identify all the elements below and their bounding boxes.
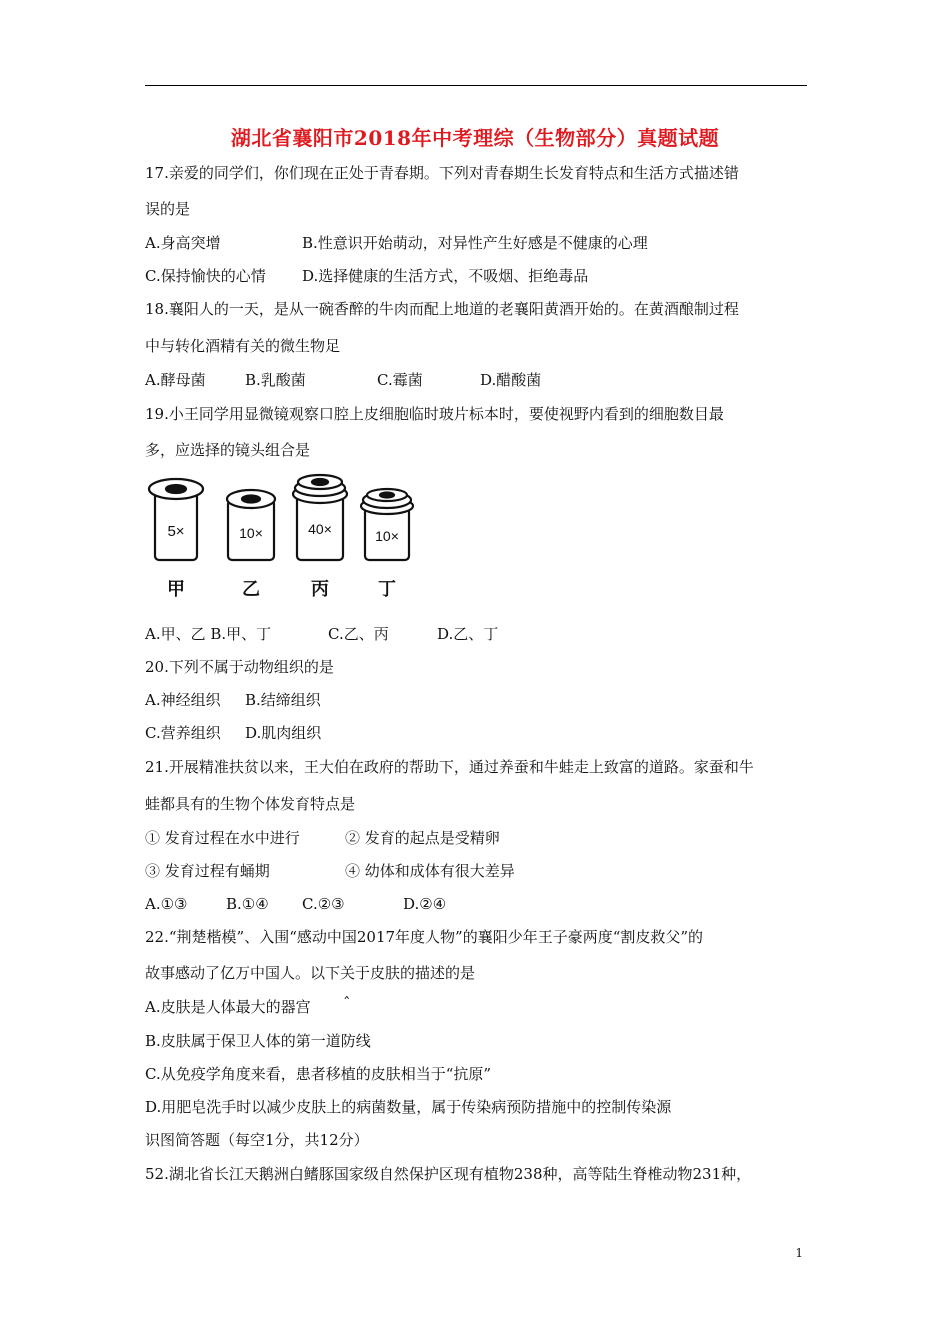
q20-stem: 20.下列不属于动物组织的是 — [145, 658, 334, 676]
q17-stem-line1: 17.亲爱的同学们，你们现在正处于青春期。下列对青春期生长发育特点和生活方式描述错 — [145, 164, 739, 182]
q21-statement-3: ③ 发育过程有蛹期 — [145, 862, 270, 880]
q18-stem-line1: 18.襄阳人的一天，是从一碗香醉的牛肉而配上地道的老襄阳黄酒开始的。在黄酒酿制过程 — [145, 300, 739, 318]
q22-option-c: C.从免疫学角度来看，患者移植的皮肤相当于“抗原” — [145, 1065, 492, 1083]
q20-option-c: C.营养组织 — [145, 724, 221, 742]
q22-stem-line2: 故事感动了亿万中国人。以下关于皮肤的描述的是 — [145, 964, 476, 982]
page-number: 1 — [795, 1246, 803, 1260]
q22-stem-line1: 22.“荆楚楷模”、入围“感动中国2017年度人物”的襄阳少年王子豪两度“割皮救父”的 — [145, 928, 704, 946]
lens-ding-mag: 10× — [375, 528, 399, 544]
q22-option-b: B.皮肤属于保卫人体的第一道防线 — [145, 1032, 371, 1050]
q21-option-b: B.①④ — [226, 895, 269, 913]
q21-stem-line1: 21.开展精准扶贫以来，王大伯在政府的帮助下，通过养蚕和牛蛙走上致富的道路。家蚕和牛 — [145, 758, 754, 776]
q17-stem-line2: 误的是 — [145, 200, 191, 218]
lens-yi-mag: 10× — [239, 525, 263, 541]
lens-ding-label: 丁 — [378, 579, 396, 600]
q17-option-d: D.选择健康的生活方式，不吸烟、拒绝毒品 — [302, 267, 589, 285]
lens-ding — [361, 489, 413, 600]
q21-statement-4: ④ 幼体和成体有很大差异 — [345, 862, 515, 880]
q19-option-ab: A.甲、乙 B.甲、丁 — [145, 625, 272, 643]
q19-option-d: D.乙、丁 — [437, 625, 499, 643]
lens-bing-mag: 40× — [308, 521, 332, 537]
q17-option-a: A.身高突增 — [145, 234, 221, 252]
q18-stem-line2: 中与转化酒精有关的微生物足 — [145, 337, 341, 355]
q21-option-d: D.②④ — [403, 895, 447, 913]
q18-option-b: B.乳酸菌 — [245, 371, 306, 389]
q22-stray-mark: ˆ — [343, 994, 351, 1012]
q22-option-d: D.用肥皂洗手时以减少皮肤上的病菌数量，属于传染病预防措施中的控制传染源 — [145, 1098, 672, 1116]
q19-stem-line1: 19.小王同学用显微镜观察口腔上皮细胞临时玻片标本时，要使视野内看到的细胞数目最 — [145, 405, 724, 423]
lens-jia-mag: 5× — [167, 523, 185, 540]
q20-option-d: D.肌肉组织 — [245, 724, 322, 742]
lens-jia — [149, 479, 203, 600]
q20-option-b: B.结缔组织 — [245, 691, 321, 709]
q17-option-c: C.保持愉快的心情 — [145, 267, 266, 285]
lens-bing — [293, 475, 347, 600]
q19-option-c: C.乙、丙 — [328, 625, 389, 643]
microscope-lens-figure — [142, 470, 422, 605]
q17-option-b: B.性意识开始萌动，对异性产生好感是不健康的心理 — [302, 234, 648, 252]
q20-option-a: A.神经组织 — [145, 691, 221, 709]
q18-option-c: C.霉菌 — [377, 371, 423, 389]
q21-option-c: C.②③ — [302, 895, 345, 913]
section-heading: 识图简答题（每空1分，共12分） — [145, 1131, 369, 1149]
q21-statement-1: ① 发育过程在水中进行 — [145, 829, 300, 847]
q21-stem-line2: 蛙都具有的生物个体发育特点是 — [145, 795, 356, 813]
lens-yi — [227, 490, 275, 600]
page-title: 湖北省襄阳市2018年中考理综（生物部分）真题试题 — [230, 126, 720, 150]
q18-option-d: D.醋酸菌 — [480, 371, 542, 389]
lens-jia-label: 甲 — [167, 579, 185, 600]
q21-statement-2: ② 发育的起点是受精卵 — [345, 829, 500, 847]
q52-stem-line1: 52.湖北省长江天鹅洲白鳍豚国家级自然保护区现有植物238种，高等陆生脊椎动物231种， — [145, 1165, 752, 1183]
header-rule — [145, 85, 807, 86]
lens-bing-label: 丙 — [311, 579, 329, 600]
q22-option-a: A.皮肤是人体最大的器宫 — [145, 998, 311, 1016]
q19-stem-line2: 多，应选择的镜头组合是 — [145, 441, 311, 459]
q21-option-a: A.①③ — [145, 895, 188, 913]
q18-option-a: A.酵母菌 — [145, 371, 206, 389]
lens-yi-label: 乙 — [242, 579, 260, 600]
